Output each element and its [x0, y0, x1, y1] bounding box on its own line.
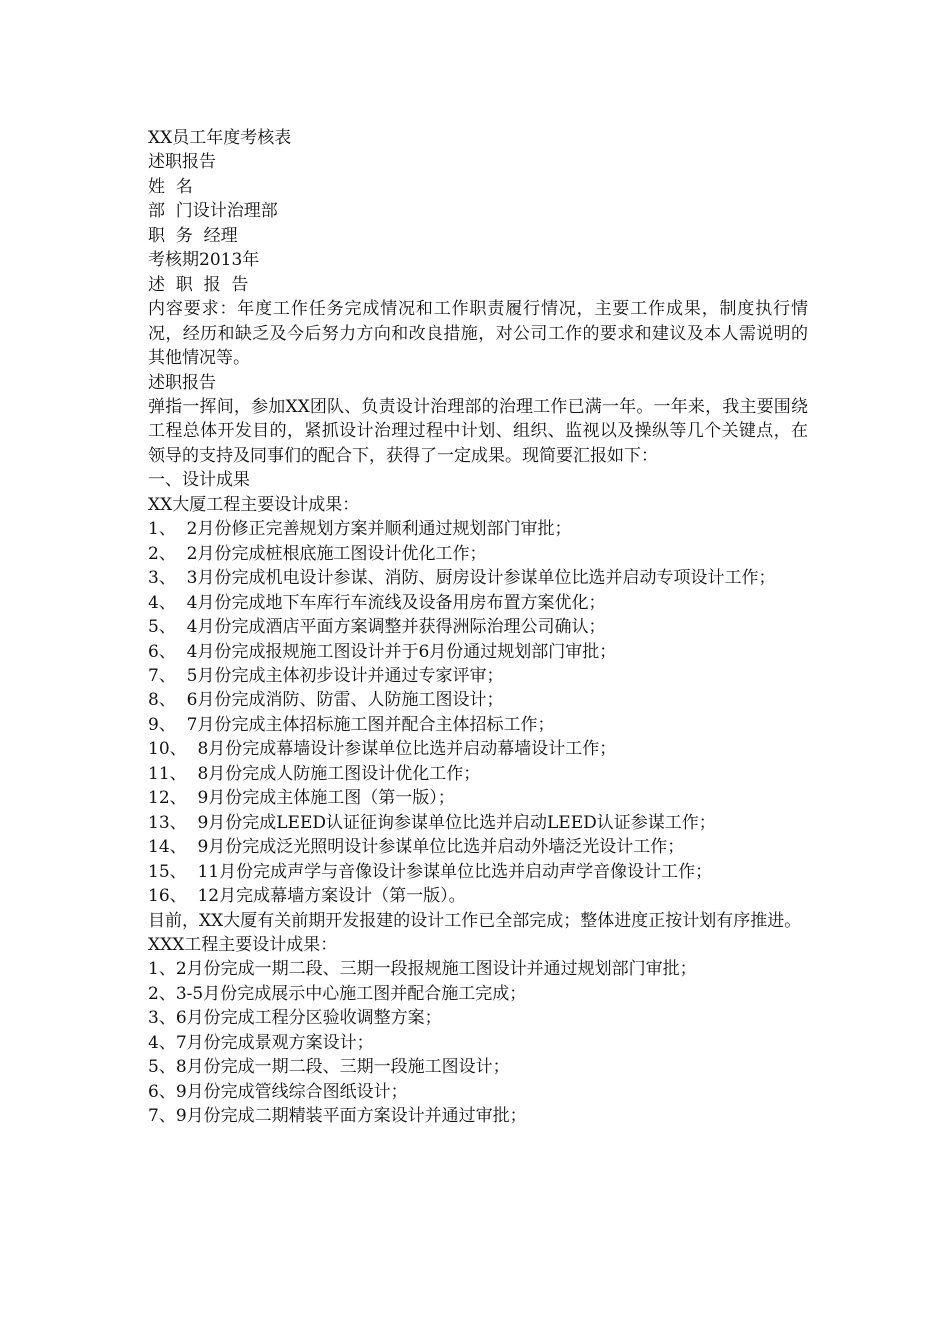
intro-paragraph: 弹指一挥间，参加XX团队、负责设计治理部的治理工作已满一年。一年来，我主要围绕工程总体开发目的，紧抓设计治理过程中计划、组织、监视以及操纵等几个关键点，在领导的支持及同事们的配合下，获得了一定成果。现简要汇报如下： [148, 396, 808, 466]
list-item: 16、 12月完成幕墙方案设计（第一版）。 [148, 886, 466, 907]
header-line-period: 考核期2013年 [148, 250, 260, 271]
list-item: 14、 9月份完成泛光照明设计参谋单位比选并启动外墙泛光设计工作； [148, 837, 685, 858]
list-item: 1、2月份完成一期二段、三期一段报规施工图设计并通过规划部门审批； [148, 959, 697, 980]
section-heading: 一、设计成果 [148, 470, 250, 491]
requirements-paragraph: 内容要求：年度工作任务完成情况和工作职责履行情况，主要工作成果，制度执行情况，经历和缺乏及今后努力方向和改良措施，对公司工作的要求和建议及本人需说明的其他情况等。 [148, 299, 808, 369]
list-item: 11、 8月份完成人防施工图设计优化工作； [148, 763, 481, 784]
list-item: 2、 2月份完成桩根底施工图设计优化工作； [148, 543, 487, 564]
list-item: 5、 4月份完成酒店平面方案调整并获得洲际治理公司确认； [148, 617, 606, 638]
list-item: 2、3-5月份完成展示中心施工图并配合施工完成； [148, 983, 527, 1004]
document-title: XX员工年度考核表 [148, 128, 292, 148]
list-item: 15、 11月份完成声学与音像设计参谋单位比选并启动声学音像设计工作； [148, 861, 713, 882]
report-heading: 述职报告 [148, 372, 216, 393]
list-item: 3、 3月份完成机电设计参谋、消防、厨房设计参谋单位比选并启动专项设计工作； [148, 568, 776, 589]
header-line-report: 述职报告 [148, 152, 216, 173]
list-item: 6、 4月份完成报规施工图设计并于6月份通过规划部门审批； [148, 641, 617, 662]
header-line-position: 职 务 经理 [148, 225, 238, 246]
list-item: 7、9月份完成二期精装平面方案设计并通过审批； [148, 1106, 527, 1127]
document-body [148, 126, 808, 1129]
list-item: 12、 9月份完成主体施工图（第一版）； [148, 788, 455, 809]
project1-heading: XX大厦工程主要设计成果： [148, 494, 360, 515]
project2-heading: XXX工程主要设计成果： [148, 934, 338, 955]
list-item: 9、 7月份完成主体招标施工图并配合主体招标工作； [148, 714, 555, 735]
list-item: 6、9月份完成管线综合图纸设计； [148, 1081, 408, 1102]
list-item: 13、 9月份完成LEED认证征询参谋单位比选并启动LEED认证参谋工作； [148, 812, 716, 833]
list-item: 7、 5月份完成主体初步设计并通过专家评审； [148, 665, 504, 686]
list-item: 10、 8月份完成幕墙设计参谋单位比选并启动幕墙设计工作； [148, 739, 617, 760]
header-line-name: 姓 名 [148, 176, 193, 197]
header-line-report-spaced: 述 职 报 告 [148, 274, 249, 295]
list-item: 4、7月份完成景观方案设计； [148, 1032, 374, 1053]
list-item: 5、8月份完成一期二段、三期一段施工图设计； [148, 1057, 510, 1078]
list-item: 3、6月份完成工程分区验收调整方案； [148, 1008, 442, 1029]
header-line-department: 部 门设计治理部 [148, 201, 278, 222]
list-item: 8、 6月份完成消防、防雷、人防施工图设计； [148, 690, 504, 711]
project1-summary: 目前，XX大厦有关前期开发报建的设计工作已全部完成；整体进度正按计划有序推进。 [148, 910, 802, 931]
list-item: 4、 4月份完成地下车库行车流线及设备用房布置方案优化； [148, 592, 606, 613]
list-item: 1、 2月份修正完善规划方案并顺利通过规划部门审批； [148, 519, 572, 540]
